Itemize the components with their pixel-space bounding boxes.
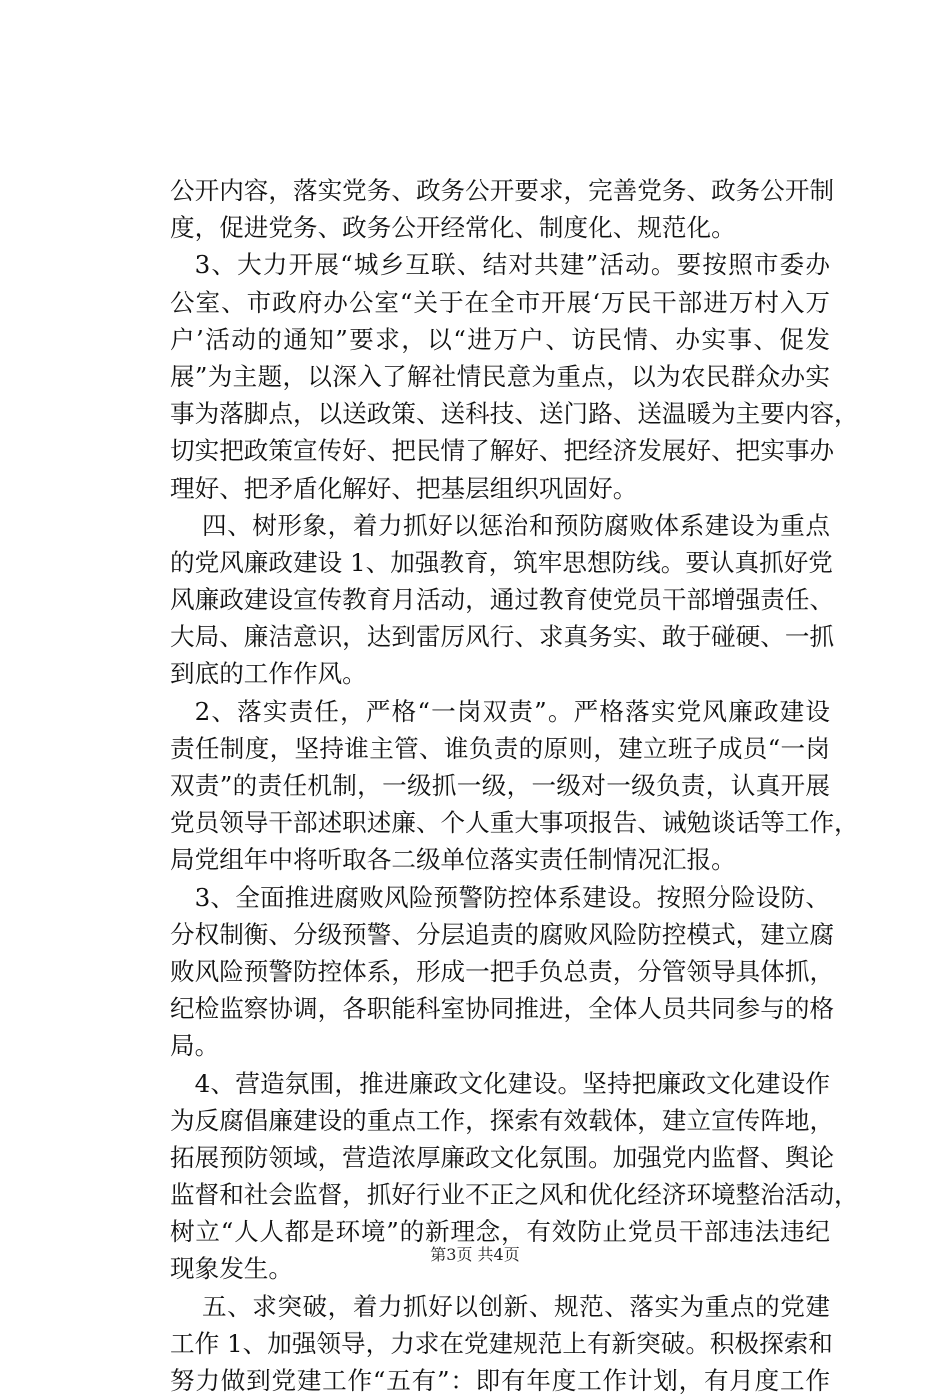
text-line: 3、大力开展“城乡互联、结对共建”活动。要按照市委办	[194, 250, 830, 280]
text-line: 度，促进党务、政务公开经常化、制度化、规范化。	[170, 213, 736, 243]
text-line: 理好、把矛盾化解好、把基层组织巩固好。	[170, 473, 638, 503]
text-line: 3、全面推进腐败风险预警防控体系建设。按照分险设防、	[194, 882, 830, 912]
document-body	[170, 172, 859, 1399]
text-line: 拓展预防领域，营造浓厚廉政文化氛围。加强党内监督、舆论	[170, 1142, 835, 1172]
text-line: 公室、市政府办公室“关于在全市开展‘万民干部进万村入万	[170, 287, 830, 317]
text-line: 党员领导干部述职述廉、个人重大事项报告、诫勉谈话等工作，	[170, 808, 859, 838]
text-line: 事为落脚点，以送政策、送科技、送门路、送温暖为主要内容，	[170, 399, 859, 429]
text-line: 四、树形象，着力抓好以惩治和预防腐败体系建设为重点	[201, 510, 830, 540]
text-line: 到底的工作作风。	[170, 659, 367, 689]
text-line: 责任制度，坚持谁主管、谁负责的原则，建立班子成员“一岗	[170, 733, 830, 763]
text-line: 展”为主题，以深入了解社情民意为重点，以为农民群众办实	[170, 361, 830, 391]
text-line: 分权制衡、分级预警、分层追责的腐败风险防控模式，建立腐	[170, 919, 835, 949]
text-line: 户’活动的通知”要求，以“进万户、访民情、办实事、促发	[170, 324, 830, 354]
text-line: 2、落实责任，严格“一岗双责”。严格落实党风廉政建设	[194, 696, 830, 726]
text-line: 局党组年中将听取各二级单位落实责任制情况汇报。	[170, 845, 736, 875]
page-footer: 第3页 共4页	[430, 1245, 520, 1264]
text-line: 双责”的责任机制，一级抓一级，一级对一级负责，认真开展	[170, 771, 830, 800]
text-line: 的党风廉政建设 1、加强教育，筑牢思想防线。要认真抓好党	[170, 547, 833, 577]
text-line: 现象发生。	[170, 1254, 293, 1284]
text-line: 努力做到党建工作“五有”：即有年度工作计划，有月度工作	[170, 1366, 830, 1395]
text-line: 局。	[170, 1031, 220, 1061]
text-line: 切实把政策宣传好、把民情了解好、把经济发展好、把实事办	[170, 436, 835, 466]
text-line: 为反腐倡廉建设的重点工作，探索有效载体，建立宣传阵地，	[170, 1105, 835, 1135]
text-line: 败风险预警防控体系，形成一把手负总责，分管领导具体抓，	[170, 956, 835, 986]
text-line: 监督和社会监督，抓好行业不正之风和优化经济环境整治活动，	[170, 1180, 859, 1210]
text-line: 公开内容，落实党务、政务公开要求，完善党务、政务公开制	[170, 176, 835, 205]
text-line: 纪检监察协调，各职能科室协同推进，全体人员共同参与的格	[170, 994, 835, 1024]
text-line: 风廉政建设宣传教育月活动，通过教育使党员干部增强责任、	[170, 585, 835, 615]
text-line: 工作 1、加强领导，力求在党建规范上有新突破。积极探索和	[170, 1328, 833, 1358]
text-line: 五、求突破，着力抓好以创新、规范、落实为重点的党建	[201, 1291, 830, 1321]
text-line: 大局、廉洁意识，达到雷厉风行、求真务实、敢于碰硬、一抓	[170, 622, 835, 652]
text-line: 4、营造氛围，推进廉政文化建设。坚持把廉政文化建设作	[194, 1068, 830, 1098]
text-line: 树立“人人都是环境”的新理念，有效防止党员干部违法违纪	[170, 1217, 830, 1247]
